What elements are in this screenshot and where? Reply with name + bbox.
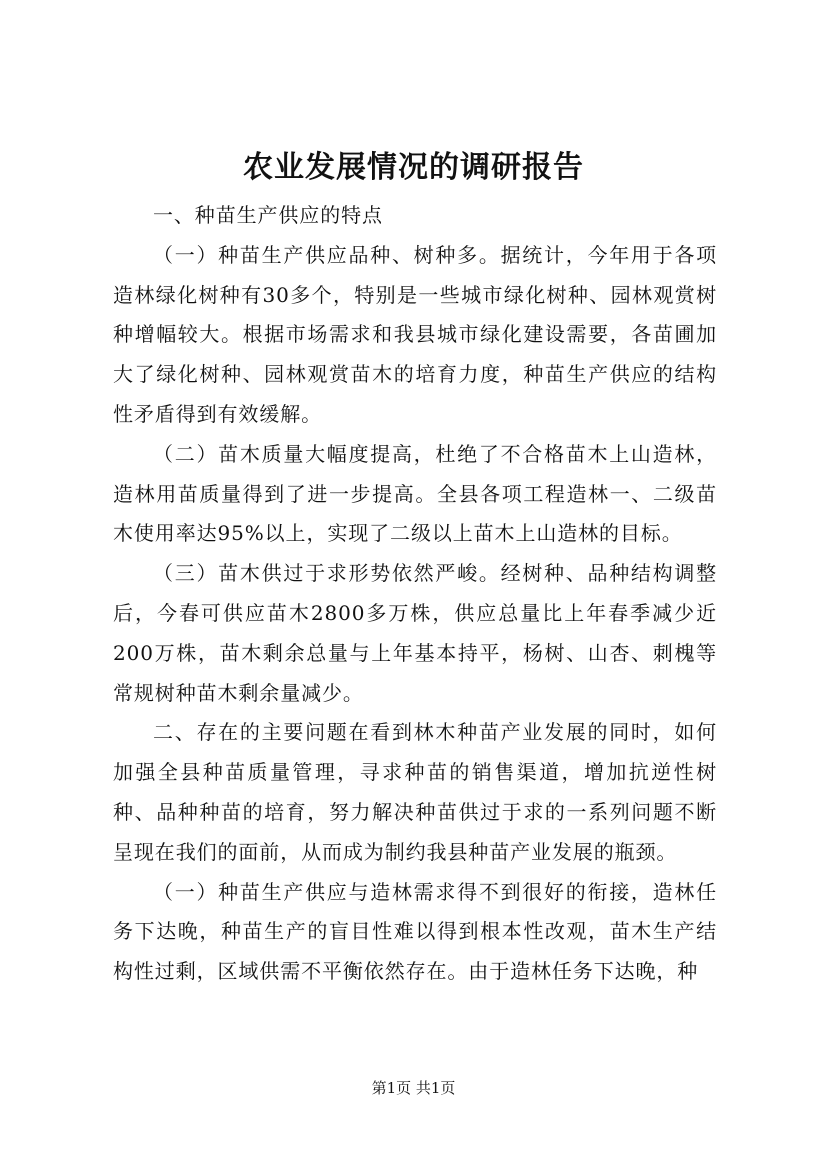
paragraph: （三）苗木供过于求形势依然严峻。经树种、品种结构调整后，今春可供应苗木2800多万株，供应总量比上年春季减少近200万株，苗木剩余总量与上年基本持平，杨树、山杏、刺槐等常规树种苗木剩余量减少。: [113, 561, 717, 705]
page-title: 农业发展情况的调研报告: [243, 150, 584, 185]
document-body: [113, 196, 717, 992]
paragraph: （一）种苗生产供应品种、树种多。据统计，今年用于各项造林绿化树种有30多个，特别是一些城市绿化树种、园林观赏树种增幅较大。根据市场需求和我县城市绿化建设需要，各苗圃加大了绿化树种、园林观赏苗木的培育力度，种苗生产供应的结构性矛盾得到有效缓解。: [113, 242, 717, 426]
page-footer: 第1页 共1页: [371, 1079, 456, 1097]
paragraph: （二）苗木质量大幅度提高，杜绝了不合格苗木上山造林，造林用苗质量得到了进一步提高。全县各项工程造林一、二级苗木使用率达95%以上，实现了二级以上苗木上山造林的目标。: [113, 441, 717, 546]
paragraph: 二、存在的主要问题在看到林木种苗产业发展的同时，如何加强全县种苗质量管理，寻求种苗的销售渠道，增加抗逆性树种、品种种苗的培育，努力解决种苗供过于求的一系列问题不断呈现在我们的面前，从而成为制约我县种苗产业发展的瓶颈。: [113, 720, 717, 864]
paragraph: （一）种苗生产供应与造林需求得不到很好的衔接，造林任务下达晚，种苗生产的盲目性难以得到根本性改观，苗木生产结构性过剩，区域供需不平衡依然存在。由于造林任务下达晚，种: [113, 879, 717, 984]
section-heading: 一、种苗生产供应的特点: [153, 203, 383, 227]
